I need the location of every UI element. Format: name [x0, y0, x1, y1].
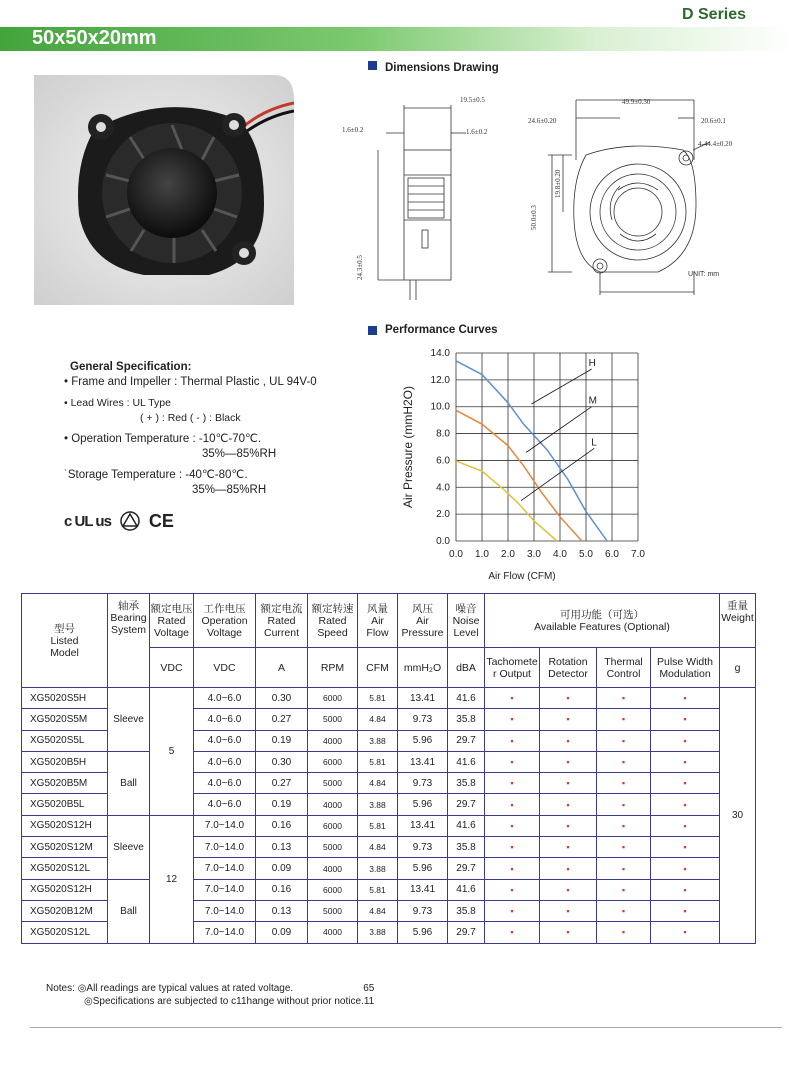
dim-label: 1.6±0.2	[342, 126, 364, 134]
note-line-1: ◎All readings are typical values at rated voltage.	[77, 983, 294, 994]
header-operation-voltage	[194, 594, 256, 648]
performance-heading	[368, 324, 498, 336]
page-number: 65	[363, 983, 375, 994]
x-tick-label: 1.0	[475, 549, 489, 560]
cell-flow: 4.84	[358, 837, 398, 858]
header-en: Bearing	[110, 612, 147, 624]
cell-model: XG5020B5L	[22, 794, 108, 815]
cell-model: XG5020B5M	[22, 773, 108, 794]
notes	[46, 982, 374, 1008]
header-weight	[720, 594, 756, 648]
feature-pwm: Pulse Width Modulation	[651, 648, 720, 688]
cell-rated-voltage: 5	[150, 688, 194, 816]
feature-dot: ▪	[651, 773, 720, 794]
cell-current: 0.09	[256, 922, 308, 943]
header-cn: 可用功能（可选）	[560, 608, 644, 621]
cell-op-voltage: 4.0~6.0	[194, 709, 256, 730]
series-arrow-L	[521, 448, 594, 500]
spec-op-temp-text: Operation Temperature : -10℃-70℃.	[71, 433, 262, 445]
cell-model: XG5020S12L	[22, 858, 108, 879]
cell-op-voltage: 4.0~6.0	[194, 773, 256, 794]
feature-dot: ▪	[651, 900, 720, 921]
header-cn: 风压	[412, 602, 433, 615]
cell-current: 0.27	[256, 709, 308, 730]
series-label-M: M	[588, 395, 597, 407]
header-en: Pressure	[401, 626, 444, 639]
unit-op-voltage: VDC	[194, 648, 256, 688]
certifications	[64, 510, 317, 532]
spec-frame: • Frame and Impeller : Thermal Plastic , UL 94V-0	[64, 376, 317, 388]
series-arrow-H	[531, 369, 591, 404]
header-noise	[448, 594, 485, 648]
x-tick-label: 0.0	[449, 549, 463, 560]
header-en: Voltage	[153, 626, 190, 639]
unit-current: A	[256, 648, 308, 688]
header-current	[256, 594, 308, 648]
feature-dot: ▪	[485, 730, 540, 751]
header-cn: 噪音	[455, 602, 477, 615]
cell-model: XG5020S12H	[22, 879, 108, 900]
cell-current: 0.16	[256, 879, 308, 900]
header-cn: 型号	[54, 622, 75, 635]
cell-model: XG5020S5H	[22, 688, 108, 709]
feature-dot: ▪	[485, 900, 540, 921]
cell-model: XG5020B12M	[22, 900, 108, 921]
header-air-flow	[358, 594, 398, 648]
cell-noise: 35.8	[448, 709, 485, 730]
table-row	[22, 879, 756, 900]
spec-st-temp: ˙Storage Temperature : -40℃-80℃.	[64, 469, 248, 481]
y-tick-label: 4.0	[436, 482, 450, 494]
cell-pressure: 9.73	[398, 837, 448, 858]
unit-label: UNIT: mm	[688, 271, 720, 278]
unit-noise: dBA	[448, 648, 485, 688]
bullet-square-icon	[368, 61, 377, 70]
spec-op-rh: 35%—85%RH	[202, 448, 277, 460]
feature-dot: ▪	[540, 730, 597, 751]
cell-pressure: 9.73	[398, 900, 448, 921]
header-en: Voltage	[206, 626, 243, 639]
header-cn: 额定电流	[260, 602, 303, 615]
header-features	[485, 594, 720, 648]
dim-label: 49.9±0.30	[622, 98, 651, 106]
cell-noise: 29.7	[448, 730, 485, 751]
spec-st-temp-text: Storage Temperature : -40℃-80℃.	[67, 469, 248, 481]
cell-bearing: Ball	[108, 751, 150, 815]
feature-dot: ▪	[597, 879, 651, 900]
y-tick-label: 0.0	[436, 536, 450, 547]
feature-tachometer: Tachomete r Output	[485, 648, 540, 688]
cell-noise: 41.6	[448, 815, 485, 836]
x-tick-label: 5.0	[579, 549, 593, 560]
header-en: Air	[416, 614, 429, 627]
ce-logo: CE	[148, 510, 174, 531]
cell-flow: 3.88	[358, 730, 398, 751]
cell-current: 0.16	[256, 815, 308, 836]
dim-label: 20.6±0.1	[701, 117, 726, 125]
y-tick-label: 8.0	[436, 428, 450, 440]
cell-noise: 41.6	[448, 879, 485, 900]
x-tick-label: 3.0	[527, 549, 541, 560]
feature-dot: ▪	[651, 837, 720, 858]
y-tick-label: 12.0	[430, 374, 450, 386]
x-axis-label: Air Flow (CFM)	[488, 571, 556, 582]
cell-bearing: Sleeve	[108, 688, 150, 752]
cell-weight: 30	[720, 688, 756, 944]
cell-rated-voltage: 12	[150, 815, 194, 943]
cell-model: XG5020S5M	[22, 709, 108, 730]
feature-dot: ▪	[597, 794, 651, 815]
cell-current: 0.19	[256, 730, 308, 751]
cell-op-voltage: 7.0~14.0	[194, 879, 256, 900]
unit-flow: CFM	[358, 648, 398, 688]
table-row	[22, 751, 756, 772]
cell-noise: 35.8	[448, 773, 485, 794]
feature-dot: ▪	[597, 922, 651, 943]
cell-model: XG5020S12M	[22, 837, 108, 858]
feature-dot: ▪	[540, 900, 597, 921]
series-line-M	[456, 410, 582, 541]
y-tick-label: 6.0	[436, 455, 450, 467]
unit-pressure: mmH₂O	[398, 648, 448, 688]
feature-dot: ▪	[485, 815, 540, 836]
cell-flow: 4.84	[358, 900, 398, 921]
cell-pressure: 13.41	[398, 815, 448, 836]
feature-dot: ▪	[597, 751, 651, 772]
cell-flow: 3.88	[358, 922, 398, 943]
feature-dot: ▪	[485, 858, 540, 879]
header-en: Operation	[201, 614, 248, 627]
header-bearing	[108, 594, 150, 688]
feature-dot: ▪	[540, 837, 597, 858]
table-row	[22, 688, 756, 709]
header-cn: 额定转速	[311, 602, 354, 615]
feature-dot: ▪	[485, 709, 540, 730]
header-cn: 风量	[367, 602, 388, 615]
cell-current: 0.30	[256, 751, 308, 772]
cell-flow: 3.88	[358, 858, 398, 879]
dim-label: 50.0±0.3	[530, 205, 538, 230]
spec-heading: General Specification:	[70, 361, 192, 373]
header-en: Rated	[157, 614, 186, 627]
cell-bearing: Sleeve	[108, 815, 150, 879]
cell-noise: 29.7	[448, 858, 485, 879]
dim-label: 4-44.4±0.20	[698, 140, 733, 148]
cell-pressure: 5.96	[398, 794, 448, 815]
x-tick-label: 4.0	[553, 549, 567, 560]
cell-pressure: 5.96	[398, 922, 448, 943]
cell-op-voltage: 7.0~14.0	[194, 922, 256, 943]
x-tick-label: 2.0	[501, 549, 515, 560]
feature-dot: ▪	[651, 709, 720, 730]
cell-op-voltage: 4.0~6.0	[194, 751, 256, 772]
spec-op-temp: • Operation Temperature : -10℃-70℃.	[64, 433, 262, 445]
feature-dot: ▪	[651, 879, 720, 900]
dimensions-heading	[368, 56, 499, 74]
header-en: Available Features (Optional)	[534, 620, 670, 633]
y-tick-label: 14.0	[430, 348, 450, 359]
y-tick-label: 10.0	[430, 401, 450, 413]
feature-dot: ▪	[651, 730, 720, 751]
page-title: 50x50x20mm	[32, 27, 157, 49]
series-label-H: H	[588, 358, 596, 370]
x-tick-label: 6.0	[605, 549, 619, 560]
dim-label: 19.5±0.5	[460, 96, 485, 104]
cell-pressure: 13.41	[398, 751, 448, 772]
cell-flow: 4.84	[358, 709, 398, 730]
feature-dot: ▪	[651, 688, 720, 709]
feature-dot: ▪	[485, 773, 540, 794]
cell-noise: 41.6	[448, 688, 485, 709]
header-speed	[308, 594, 358, 648]
cell-speed: 4000	[308, 794, 358, 815]
spec-st-rh: 35%—85%RH	[192, 484, 267, 496]
dimension-drawing	[338, 80, 768, 310]
cell-speed: 4000	[308, 922, 358, 943]
y-tick-label: 2.0	[436, 509, 450, 521]
feature-dot: ▪	[651, 815, 720, 836]
ul-logo: c UL us	[64, 512, 111, 530]
header-air-pressure	[398, 594, 448, 648]
header-en: Noise	[452, 614, 480, 627]
performance-heading-text: Performance Curves	[385, 324, 498, 336]
feature-dot: ▪	[485, 837, 540, 858]
header-en: Listed	[50, 634, 79, 647]
header-en: System	[110, 624, 146, 636]
header-en: Rated	[267, 614, 296, 627]
cell-speed: 4000	[308, 730, 358, 751]
cell-current: 0.13	[256, 837, 308, 858]
series-arrow-M	[526, 407, 591, 453]
cell-pressure: 13.41	[398, 688, 448, 709]
unit-weight: g	[720, 648, 756, 688]
series-line-L	[456, 461, 557, 541]
cell-op-voltage: 4.0~6.0	[194, 794, 256, 815]
cell-model: XG5020S12L	[22, 922, 108, 943]
cell-model: XG5020S12H	[22, 815, 108, 836]
feature-dot: ▪	[597, 709, 651, 730]
cell-flow: 5.81	[358, 751, 398, 772]
table-row	[22, 815, 756, 836]
cell-flow: 5.81	[358, 879, 398, 900]
cell-model: XG5020B5H	[22, 751, 108, 772]
cell-op-voltage: 4.0~6.0	[194, 688, 256, 709]
spec-lead: • Lead Wires : UL Type	[64, 397, 171, 409]
feature-dot: ▪	[540, 773, 597, 794]
header-cn: 轴承	[118, 600, 139, 612]
unit-speed: RPM	[308, 648, 358, 688]
header-en: Model	[50, 646, 79, 659]
dimensions-heading-text: Dimensions Drawing	[385, 62, 499, 74]
y-axis-label: Air Pressure (mmH2O)	[401, 385, 415, 509]
cell-op-voltage: 7.0~14.0	[194, 900, 256, 921]
dim-label: 24.6±0.20	[528, 117, 557, 125]
cell-op-voltage: 7.0~14.0	[194, 858, 256, 879]
general-specification	[64, 360, 317, 532]
spec-frame-text: Frame and Impeller : Thermal Plastic , UL 94V-0	[71, 376, 317, 388]
cell-noise: 35.8	[448, 837, 485, 858]
spec-lead-colors: ( + ) : Red ( - ) : Black	[140, 412, 241, 424]
feature-dot: ▪	[540, 688, 597, 709]
cell-bearing: Ball	[108, 879, 150, 943]
cell-speed: 6000	[308, 751, 358, 772]
feature-dot: ▪	[597, 773, 651, 794]
header-cn: 重量	[727, 600, 748, 612]
header-cn: 工作电压	[203, 602, 246, 615]
unit-rated-voltage: VDC	[150, 648, 194, 688]
cell-noise: 41.6	[448, 751, 485, 772]
header-en: Flow	[366, 626, 389, 639]
feature-dot: ▪	[485, 922, 540, 943]
cell-current: 0.09	[256, 858, 308, 879]
header-en: Air	[371, 614, 384, 627]
cell-noise: 29.7	[448, 922, 485, 943]
cell-flow: 5.81	[358, 815, 398, 836]
note-line-2: ◎Specifications are subjected to c11hange without prior notice.11	[84, 996, 375, 1007]
spec-lead-text: Lead Wires : UL Type	[70, 397, 171, 409]
cell-flow: 5.81	[358, 688, 398, 709]
cell-current: 0.30	[256, 688, 308, 709]
cell-speed: 4000	[308, 858, 358, 879]
cell-speed: 6000	[308, 879, 358, 900]
header-cn: 额定电压	[150, 602, 193, 615]
cell-model: XG5020S5L	[22, 730, 108, 751]
cell-op-voltage: 7.0~14.0	[194, 837, 256, 858]
feature-dot: ▪	[485, 688, 540, 709]
feature-dot: ▪	[540, 858, 597, 879]
feature-dot: ▪	[540, 922, 597, 943]
dim-label: 19.8±0.20	[554, 169, 562, 198]
cell-op-voltage: 7.0~14.0	[194, 815, 256, 836]
cell-current: 0.19	[256, 794, 308, 815]
feature-thermal-control: Thermal Control	[597, 648, 651, 688]
triangle-cert-icon	[117, 510, 143, 532]
dim-label: 1.6±0.2	[466, 128, 488, 136]
spec-table	[21, 593, 756, 944]
feature-dot: ▪	[597, 837, 651, 858]
feature-dot: ▪	[485, 794, 540, 815]
x-tick-label: 7.0	[631, 549, 645, 560]
cell-noise: 35.8	[448, 900, 485, 921]
feature-dot: ▪	[485, 751, 540, 772]
feature-rotation-detector: Rotation Detector	[540, 648, 597, 688]
cell-speed: 5000	[308, 709, 358, 730]
cell-noise: 29.7	[448, 794, 485, 815]
header-en: Current	[263, 626, 299, 639]
feature-dot: ▪	[597, 730, 651, 751]
header-en: Weight	[721, 612, 754, 624]
cell-pressure: 9.73	[398, 773, 448, 794]
cell-current: 0.27	[256, 773, 308, 794]
feature-dot: ▪	[540, 879, 597, 900]
cell-pressure: 5.96	[398, 858, 448, 879]
header-en: Rated	[318, 614, 347, 627]
cell-speed: 6000	[308, 815, 358, 836]
cell-speed: 5000	[308, 773, 358, 794]
feature-dot: ▪	[540, 751, 597, 772]
feature-dot: ▪	[540, 794, 597, 815]
feature-dot: ▪	[651, 751, 720, 772]
feature-dot: ▪	[651, 794, 720, 815]
cell-current: 0.13	[256, 900, 308, 921]
cell-speed: 6000	[308, 688, 358, 709]
feature-dot: ▪	[597, 815, 651, 836]
series-label-L: L	[591, 437, 597, 449]
feature-dot: ▪	[597, 858, 651, 879]
feature-dot: ▪	[540, 815, 597, 836]
cell-speed: 5000	[308, 837, 358, 858]
feature-dot: ▪	[597, 900, 651, 921]
header-en: Level	[453, 626, 479, 639]
product-photo	[34, 75, 294, 305]
performance-chart	[398, 345, 658, 590]
cell-pressure: 9.73	[398, 709, 448, 730]
header-model	[22, 594, 108, 688]
feature-dot: ▪	[485, 879, 540, 900]
notes-label: Notes:	[46, 983, 75, 994]
cell-pressure: 13.41	[398, 879, 448, 900]
header-en: Speed	[317, 626, 348, 639]
feature-dot: ▪	[597, 688, 651, 709]
cell-op-voltage: 4.0~6.0	[194, 730, 256, 751]
feature-dot: ▪	[540, 709, 597, 730]
footer-divider	[30, 1027, 782, 1028]
cell-pressure: 5.96	[398, 730, 448, 751]
cell-flow: 4.84	[358, 773, 398, 794]
feature-dot: ▪	[651, 922, 720, 943]
header-rated-voltage	[150, 594, 194, 648]
dim-label: 24.3±0.5	[356, 255, 364, 280]
series-label: D Series	[682, 6, 747, 23]
cell-speed: 5000	[308, 900, 358, 921]
bullet-square-icon	[368, 326, 377, 335]
cell-flow: 3.88	[358, 794, 398, 815]
feature-dot: ▪	[651, 858, 720, 879]
